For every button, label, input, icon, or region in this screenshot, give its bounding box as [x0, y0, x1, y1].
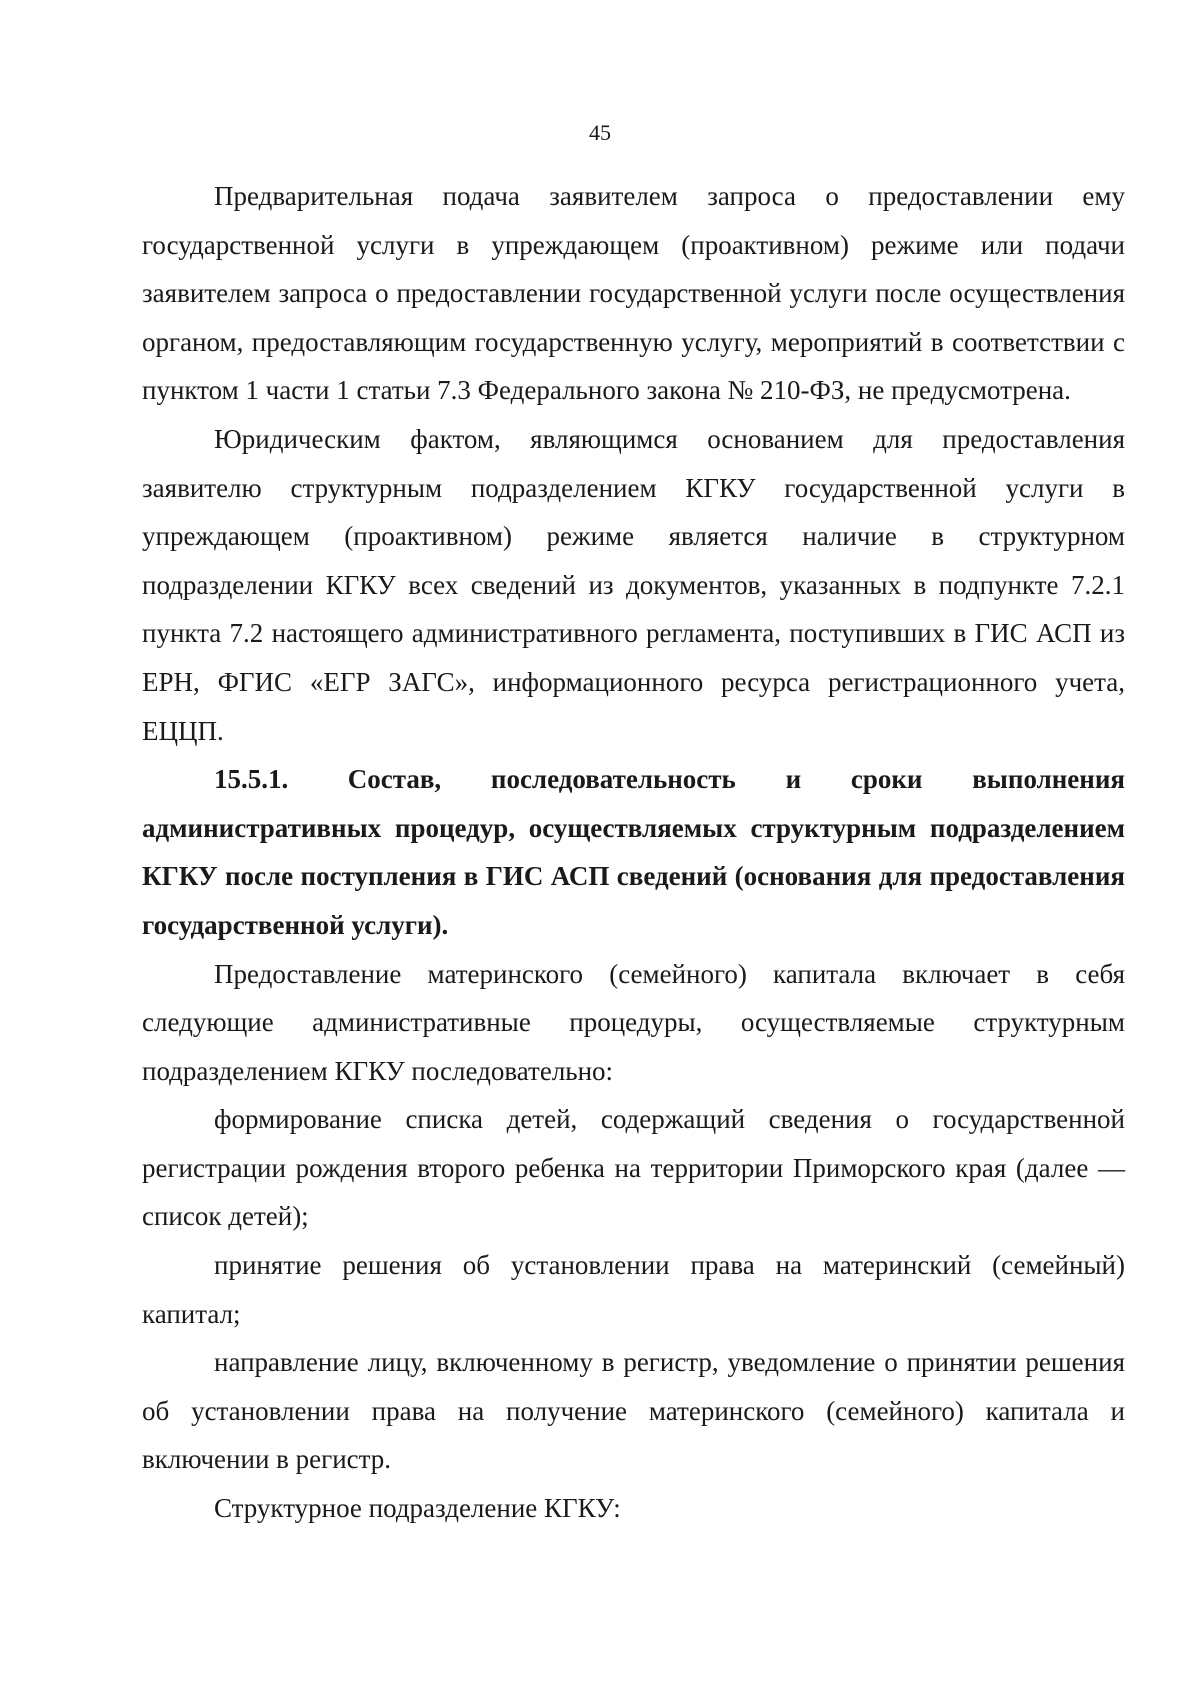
section-number: 15.5.1. — [214, 764, 289, 795]
paragraph-notification: направление лицу, включенному в регистр, уведомление о принятии решения об установлении права на получение материнского (семейного) капитала и включении в регистр. — [142, 1347, 1125, 1475]
section-heading-text: Состав, последовательность и сроки выполнения административных процедур, осуществляемых структурным подразделением КГКУ после поступления в ГИС АСП сведений (основания для предоставления государственной услуги). — [142, 764, 1125, 940]
paragraph-structural-unit: Структурное подразделение КГКУ: — [214, 1493, 621, 1524]
paragraph-children-list: формирование списка детей, содержащий сведения о государственной регистрации рождения второго ребенка на территории Приморского края (далее — список детей); — [142, 1104, 1125, 1232]
paragraph-decision: принятие решения об установлении права на материнский (семейный) капитал; — [142, 1250, 1125, 1329]
paragraph-capital-provision: Предоставление материнского (семейного) капитала включает в себя следующие административные процедуры, осуществляемые структурным подразделением КГКУ последовательно: — [142, 958, 1125, 1086]
page-number: 45 — [589, 120, 611, 145]
document-body — [142, 172, 1125, 1533]
paragraph-legal-fact: Юридическим фактом, являющимся основанием для предоставления заявителю структурным подразделением КГКУ государственной услуги в упреждающем (проактивном) режиме является наличие в структурном подразделении КГКУ всех сведений из документов, указанных в подпункте 7.2.1 пункта 7.2 настоящего административного регламента, поступивших в ГИС АСП из ЕРН, ФГИС «ЕГР ЗАГС», информационного ресурса регистрационного учета, ЕЦЦП. — [142, 423, 1125, 746]
section-heading — [142, 755, 1125, 949]
paragraph-proactive-request: Предварительная подача заявителем запроса о предоставлении ему государственной услуги в упреждающем (проактивном) режиме или подачи заявителем запроса о предоставлении государственной услуги после осуществления органом, предоставляющим государственную услугу, мероприятий в соответствии с пунктом 1 части 1 статьи 7.3 Федерального закона № 210-ФЗ, не предусмотрена. — [142, 181, 1125, 406]
